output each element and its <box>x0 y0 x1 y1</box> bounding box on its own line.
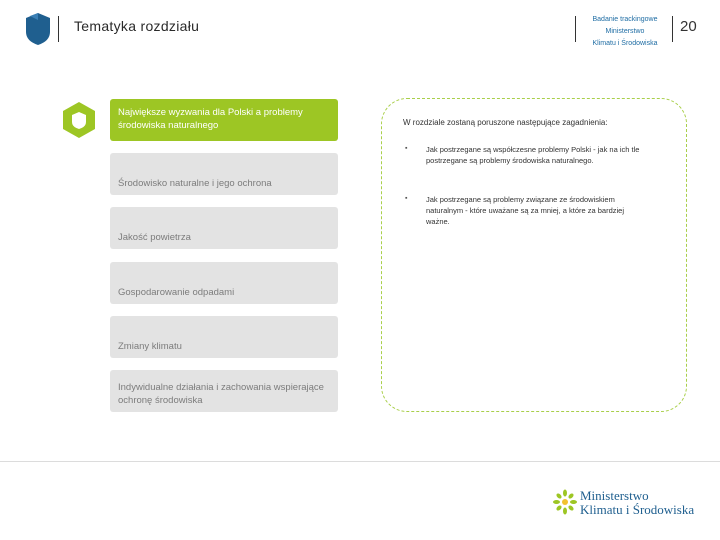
footer-divider <box>0 461 720 462</box>
topic-label: Zmiany klimatu <box>118 341 182 352</box>
topic-item-individual-actions[interactable] <box>110 370 338 412</box>
topic-label: Środowisko naturalne i jego ochrona <box>118 178 272 189</box>
topic-item-climate-change[interactable] <box>110 316 338 358</box>
ministry-name-line-2: Klimatu i Środowiska <box>580 502 695 517</box>
study-name-line-3: Klimatu i Środowiska <box>592 40 658 47</box>
bullet-marker: ▪ <box>405 145 408 152</box>
study-name-line-2: Ministerstwo <box>605 28 645 35</box>
topic-item-air-quality[interactable] <box>110 207 338 249</box>
topic-label: Jakość powietrza <box>118 232 191 243</box>
panel-intro: W rozdziale zostaną poruszone następujące zagadnienia: <box>403 118 608 127</box>
topic-item-challenges[interactable] <box>110 99 338 141</box>
header-divider-left <box>575 16 576 42</box>
study-name <box>580 14 670 50</box>
bullet-item: Jak postrzegane są problemy związane ze środowiskiem naturalnym - które uważane są za mniej, a które za bardziej ważne. <box>426 195 625 226</box>
ministry-name-line-1: Ministerstwo <box>580 488 649 503</box>
title-divider <box>58 16 59 42</box>
topic-label: Gospodarowanie odpadami <box>118 287 235 298</box>
page-title: Tematyka rozdziału <box>74 18 200 34</box>
ministry-emblem-icon <box>553 489 577 515</box>
bullet-marker: ▪ <box>405 195 408 202</box>
page-number: 20 <box>680 18 697 35</box>
header-divider-right <box>672 16 673 42</box>
topic-item-environment-protection[interactable] <box>110 153 338 195</box>
hexagon-shield-icon <box>60 101 98 139</box>
bullet-item: Jak postrzegane są współczesne problemy Polski - jak na ich tle postrzegane są problemy środowiska naturalnego. <box>426 145 640 165</box>
shield-logo-icon <box>24 12 52 46</box>
topic-label: Indywidualne działania i zachowania wspierające ochronę środowiska <box>118 382 324 406</box>
study-name-line-1: Badanie trackingowe <box>592 16 658 23</box>
topic-item-waste-management[interactable] <box>110 262 338 304</box>
topic-label: Największe wyzwania dla Polski a problemy środowiska naturalnego <box>118 107 303 131</box>
